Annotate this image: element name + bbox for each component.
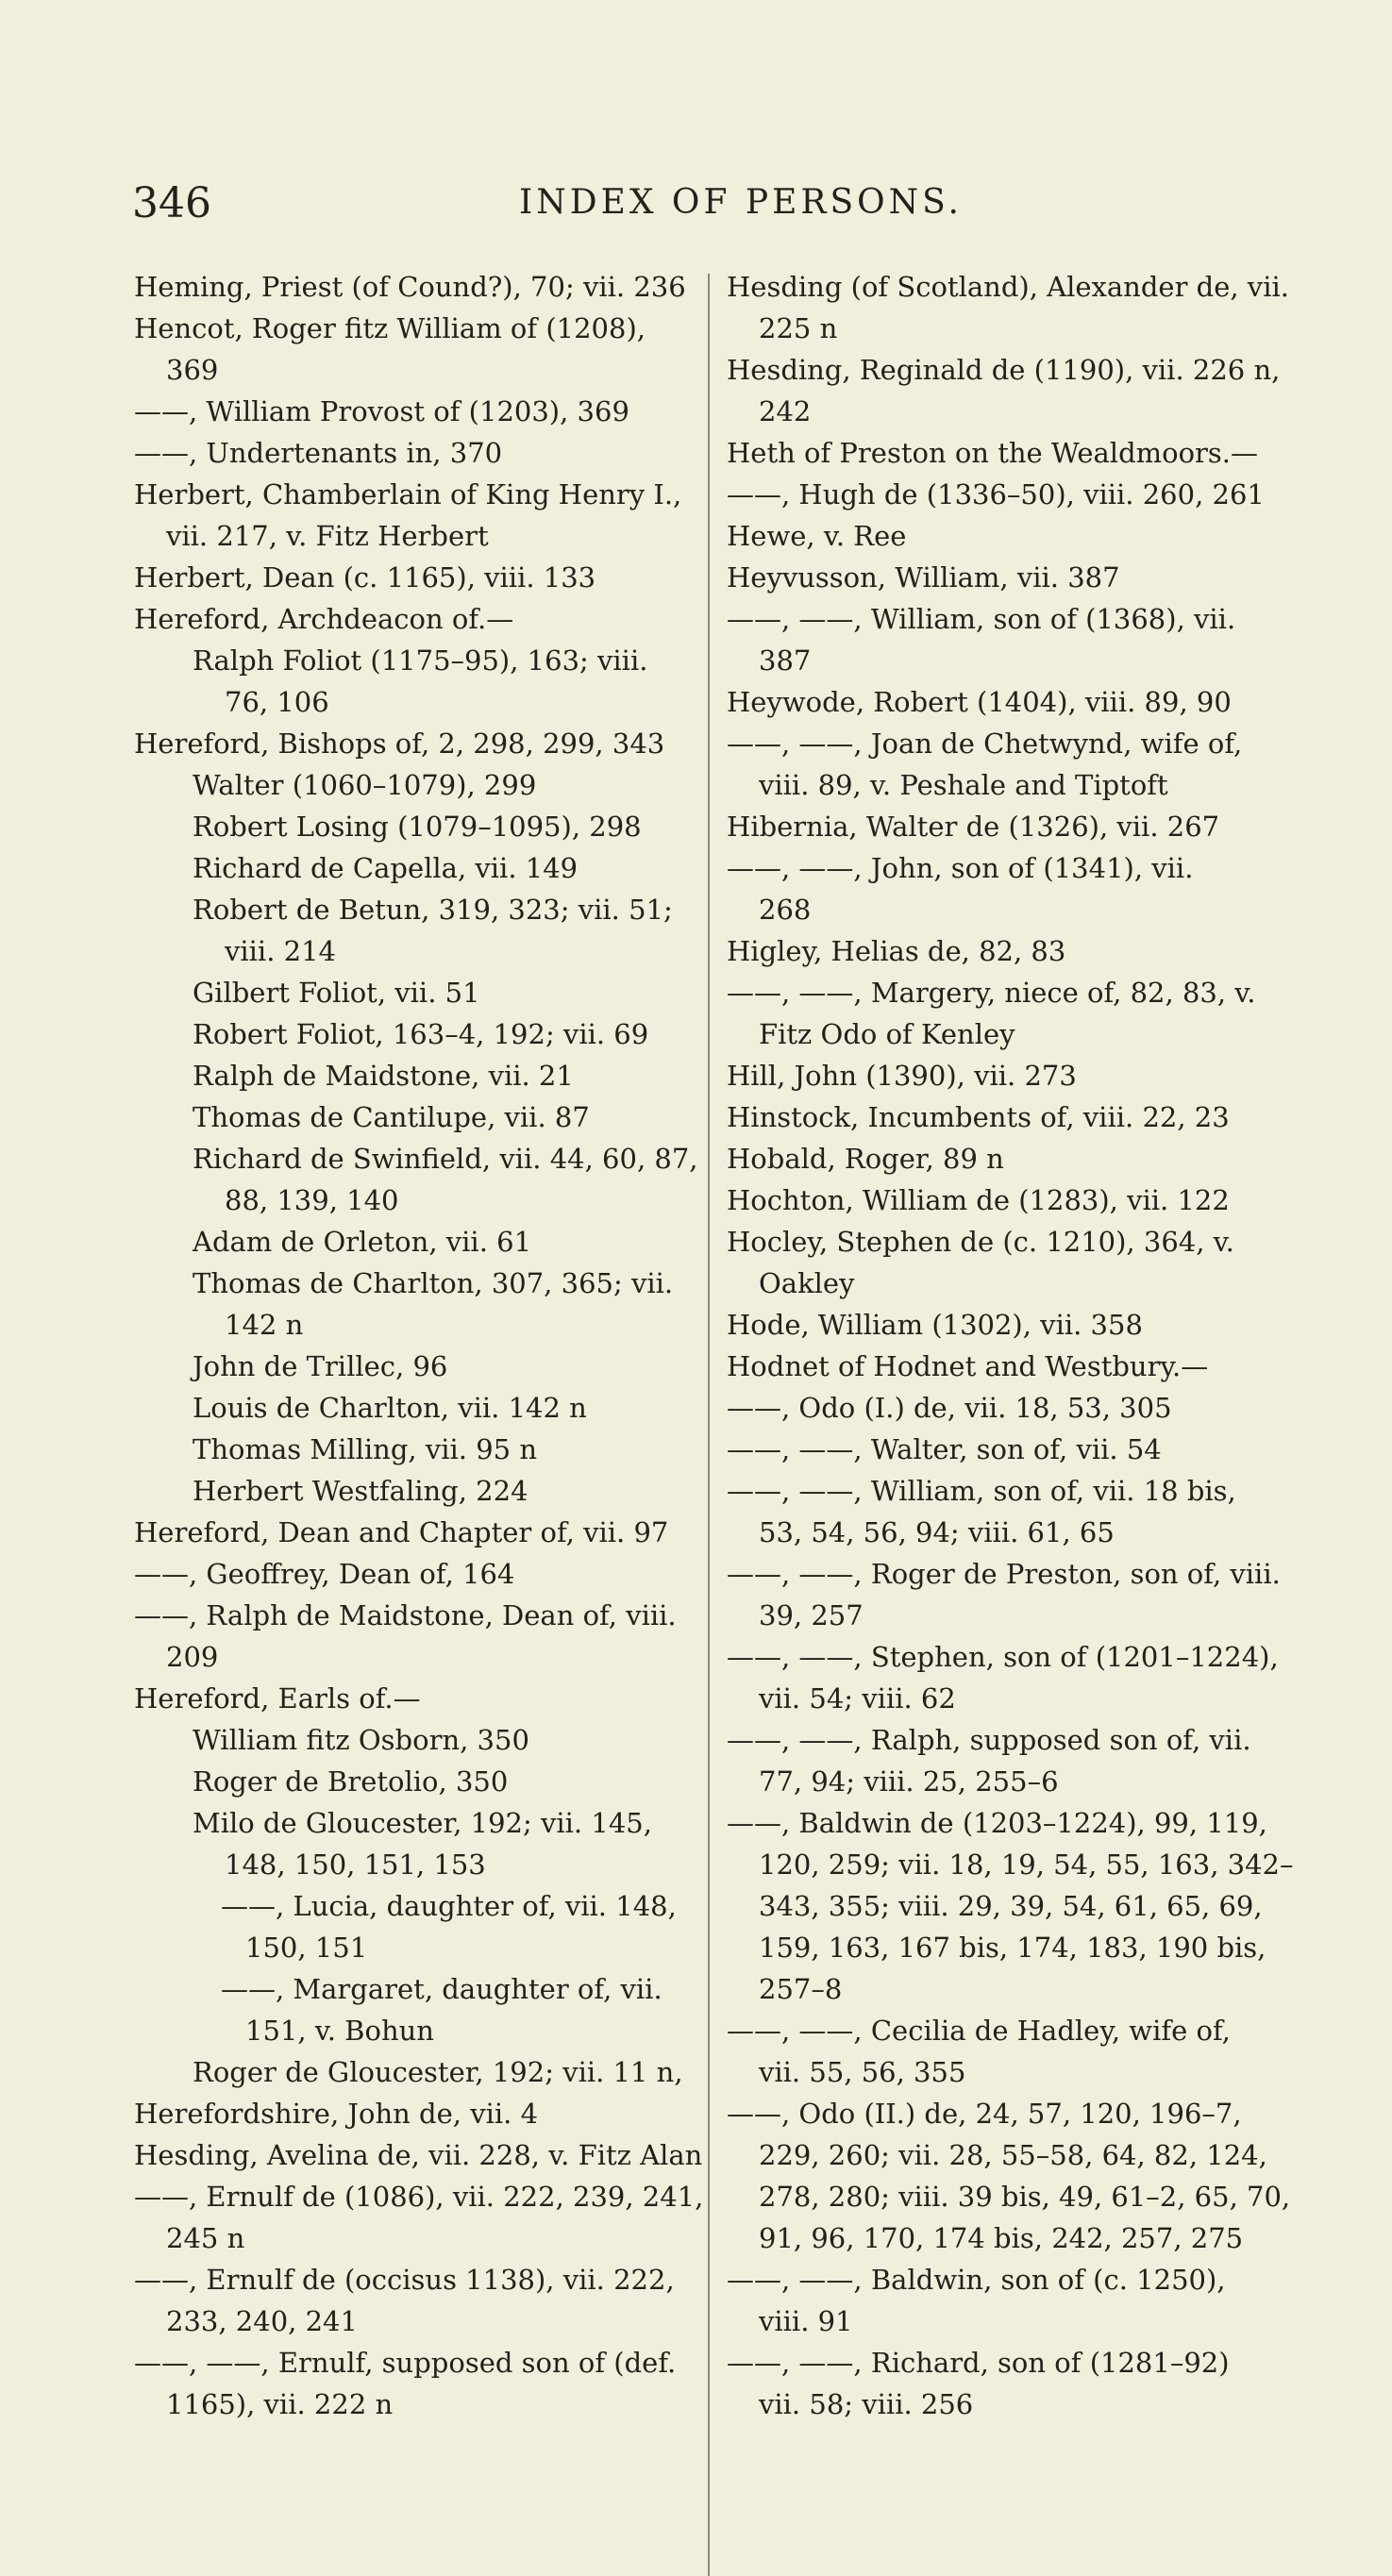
index-entry (134, 2259, 693, 2342)
index-entry (727, 1470, 1293, 1553)
index-entry-line: Heming, Priest (of Cound?), 70; vii. 236 (134, 271, 686, 303)
index-entry-line: Heth of Preston on the Wealdmoors.— (727, 437, 1259, 469)
index-entry-line: ——, Ernulf de (1086), vii. 222, 239, 241, (134, 2181, 704, 2213)
index-entry-line: Ralph de Maidstone, vii. 21 (193, 1060, 574, 1092)
index-entry (134, 1678, 693, 1719)
index-entry (134, 1055, 693, 1096)
index-entry (134, 2093, 693, 2134)
index-entry-line: 278, 280; viii. 39 bis, 49, 61–2, 65, 70, (759, 2181, 1291, 2213)
index-entry-line: vii. 54; viii. 62 (759, 1682, 956, 1715)
index-entry-line: Ralph Foliot (1175–95), 163; viii. (193, 644, 648, 677)
index-entry-line: 245 n (166, 2222, 245, 2254)
index-entry (134, 1761, 693, 1802)
index-entry-line: Hocley, Stephen de (c. 1210), 364, v. (727, 1226, 1234, 1258)
index-entry-line: ——, ——, William, son of, vii. 18 bis, (727, 1475, 1236, 1507)
index-entry-line: ——, Undertenants in, 370 (134, 437, 503, 469)
index-entry (134, 391, 693, 432)
index-entry (134, 1013, 693, 1055)
index-entry (727, 847, 1293, 930)
index-entry-line: ——, William Provost of (1203), 369 (134, 395, 629, 427)
index-entry-line: Herbert, Dean (c. 1165), viii. 133 (134, 561, 596, 594)
index-entry (727, 1096, 1293, 1138)
index-entry-line: vii. 55, 56, 355 (759, 2056, 966, 2088)
index-entry-line: 76, 106 (225, 686, 329, 718)
index-entry (134, 557, 693, 598)
index-entry (134, 1387, 693, 1429)
index-entry (727, 2093, 1293, 2259)
index-entry-line: viii. 91 (759, 2305, 853, 2337)
index-entry-line: Hill, John (1390), vii. 273 (727, 1060, 1077, 1092)
index-entry (727, 1304, 1293, 1346)
index-entry (134, 1096, 693, 1138)
index-entry-line: 159, 163, 167 bis, 174, 183, 190 bis, (759, 1932, 1266, 1964)
index-entry-line: ——, ——, William, son of (1368), vii. (727, 603, 1236, 635)
index-entry-line: 77, 94; viii. 25, 255–6 (759, 1765, 1059, 1798)
index-entry (727, 515, 1293, 557)
index-entry-line: Hochton, William de (1283), vii. 122 (727, 1184, 1230, 1216)
index-entry-line: ——, ——, Ralph, supposed son of, vii. (727, 1724, 1251, 1756)
index-entry (134, 1221, 693, 1263)
index-entry-line: Milo de Gloucester, 192; vii. 145, (193, 1807, 652, 1839)
index-entry-line: Hobald, Roger, 89 n (727, 1143, 1004, 1175)
index-entry (134, 266, 693, 308)
index-entry (727, 1429, 1293, 1470)
index-entry-line: Higley, Helias de, 82, 83 (727, 935, 1066, 967)
index-entry (134, 1429, 693, 1470)
index-entry-line: Hereford, Earls of.— (134, 1682, 421, 1715)
index-entry (134, 1885, 693, 1968)
index-column-right (727, 266, 1293, 2425)
index-entry (727, 1221, 1293, 1304)
index-entry-line: Heywode, Robert (1404), viii. 89, 90 (727, 686, 1232, 718)
index-entry-line: Thomas Milling, vii. 95 n (193, 1433, 538, 1465)
page-number: 346 (132, 179, 211, 227)
index-entry (134, 2176, 704, 2259)
index-entry-line: 387 (759, 644, 812, 677)
index-entry-line: ——, ——, Cecilia de Hadley, wife of, (727, 2015, 1231, 2047)
index-entry-line: 225 n (759, 312, 838, 344)
index-entry-line: ——, ——, Roger de Preston, son of, viii. (727, 1558, 1281, 1590)
index-entry (134, 1263, 693, 1346)
index-entry (134, 1470, 693, 1512)
index-entry-line: 151, v. Bohun (245, 2015, 434, 2047)
index-entry (134, 2051, 693, 2093)
index-entry (134, 764, 693, 806)
index-entry-line: ——, ——, Richard, son of (1281–92) (727, 2347, 1230, 2379)
index-entry-line: Hode, William (1302), vii. 358 (727, 1309, 1143, 1341)
index-entry (727, 1802, 1293, 2010)
index-entry (727, 474, 1293, 515)
index-entry-line: Hewe, v. Ree (727, 520, 907, 552)
index-entry (727, 1636, 1293, 1719)
index-entry (134, 972, 693, 1013)
index-entry-line: viii. 89, v. Peshale and Tiptoft (759, 769, 1168, 801)
index-entry-line: ——, ——, Joan de Chetwynd, wife of, (727, 728, 1243, 760)
index-entry-line: ——, Baldwin de (1203–1224), 99, 119, (727, 1807, 1267, 1839)
index-entry-line: 233, 240, 241 (166, 2305, 358, 2337)
index-entry-line: ——, Ralph de Maidstone, Dean of, viii. (134, 1599, 677, 1631)
index-entry-line: 91, 96, 170, 174 bis, 242, 257, 275 (759, 2222, 1244, 2254)
index-entry (134, 1346, 693, 1387)
index-entry-line: Hereford, Dean and Chapter of, vii. 97 (134, 1516, 669, 1548)
index-entry-line: 39, 257 (759, 1599, 864, 1631)
index-entry (727, 2259, 1293, 2342)
index-entry (727, 598, 1293, 681)
index-entry-line: 120, 259; vii. 18, 19, 54, 55, 163, 342– (759, 1848, 1294, 1881)
index-entry-line: John de Trillec, 96 (193, 1350, 448, 1382)
index-entry (134, 1512, 693, 1553)
index-entry (134, 2342, 693, 2425)
index-entry (134, 308, 693, 391)
column-divider (708, 274, 710, 2576)
index-entry-line: ——, ——, Walter, son of, vii. 54 (727, 1433, 1162, 1465)
index-entry (727, 432, 1293, 474)
index-entry-line: Robert de Betun, 319, 323; vii. 51; (193, 894, 673, 926)
index-entry-line: Hinstock, Incumbents of, viii. 22, 23 (727, 1101, 1230, 1133)
index-entry-line: ——, Lucia, daughter of, vii. 148, (221, 1890, 677, 1922)
index-entry-line: Walter (1060–1079), 299 (193, 769, 537, 801)
index-entry (134, 640, 693, 723)
index-entry-line: 229, 260; vii. 28, 55–58, 64, 82, 124, (759, 2139, 1267, 2171)
index-entry-line: 1165), vii. 222 n (166, 2388, 394, 2420)
index-entry-line: vii. 217, v. Fitz Herbert (166, 520, 489, 552)
index-entry-line: 209 (166, 1641, 219, 1673)
index-entry-line: Herefordshire, John de, vii. 4 (134, 2098, 539, 2130)
index-entry (134, 889, 693, 972)
index-entry (134, 1553, 693, 1595)
index-entry-line: 257–8 (759, 1973, 843, 2005)
index-entry-line: Oakley (759, 1267, 855, 1299)
index-entry-line: ——, Margaret, daughter of, vii. (221, 1973, 662, 2005)
index-entry-line: Adam de Orleton, vii. 61 (193, 1226, 532, 1258)
index-entry (134, 2134, 703, 2176)
index-entry (727, 1179, 1293, 1221)
index-entry (727, 1387, 1293, 1429)
index-entry-line: Gilbert Foliot, vii. 51 (193, 977, 480, 1009)
page-header (132, 179, 1265, 226)
index-entry (134, 1719, 693, 1761)
index-entry (134, 474, 693, 557)
index-entry (727, 1055, 1293, 1096)
index-entry-line: ——, Odo (II.) de, 24, 57, 120, 196–7, (727, 2098, 1242, 2130)
running-title: INDEX OF PERSONS. (519, 183, 963, 222)
index-entry (727, 972, 1293, 1055)
index-entry (727, 1553, 1293, 1636)
index-entry-line: Robert Losing (1079–1095), 298 (193, 811, 642, 843)
index-entry (727, 2010, 1293, 2093)
index-entry-line: Herbert Westfaling, 224 (193, 1475, 528, 1507)
index-entry-line: ——, Odo (I.) de, vii. 18, 53, 305 (727, 1392, 1172, 1424)
index-entry-line: ——, Geoffrey, Dean of, 164 (134, 1558, 515, 1590)
index-entry-line: Hodnet of Hodnet and Westbury.— (727, 1350, 1209, 1382)
index-entry (727, 723, 1293, 806)
index-entry-line: 142 n (225, 1309, 304, 1341)
index-entry-line: ——, ——, Margery, niece of, 82, 83, v. (727, 977, 1256, 1009)
index-entry (134, 598, 693, 640)
index-entry-line: Herbert, Chamberlain of King Henry I., (134, 478, 682, 510)
index-entry-line: 150, 151 (245, 1932, 368, 1964)
index-entry (134, 1802, 693, 1885)
index-entry (727, 349, 1293, 432)
index-entry-line: Roger de Bretolio, 350 (193, 1765, 509, 1798)
index-column-left (134, 266, 704, 2425)
index-entry (727, 1719, 1293, 1802)
index-entry-line: 242 (759, 395, 812, 427)
index-entry-line: vii. 58; viii. 256 (759, 2388, 974, 2420)
index-entry-line: Hesding, Avelina de, vii. 228, v. Fitz Alan (134, 2139, 703, 2171)
index-entry-line: Richard de Swinfield, vii. 44, 60, 87, (193, 1143, 698, 1175)
index-entry-line: 148, 150, 151, 153 (225, 1848, 486, 1881)
index-entry-line: Roger de Gloucester, 192; vii. 11 n, (193, 2056, 683, 2088)
index-entry (134, 1138, 698, 1221)
index-entry-line: ——, Ernulf de (occisus 1138), vii. 222, (134, 2264, 675, 2296)
index-entry-line: Hesding (of Scotland), Alexander de, vii. (727, 271, 1289, 303)
index-entry (727, 1138, 1293, 1179)
index-entry-line: Louis de Charlton, vii. 142 n (193, 1392, 587, 1424)
index-entry (134, 806, 693, 847)
index-entry-line: Robert Foliot, 163–4, 192; vii. 69 (193, 1018, 649, 1050)
index-entry-line: ——, Hugh de (1336–50), viii. 260, 261 (727, 478, 1265, 510)
index-entry-line: 369 (166, 354, 219, 386)
index-entry-line: Fitz Odo of Kenley (759, 1018, 1015, 1050)
index-entry-line: viii. 214 (225, 935, 336, 967)
index-entry-line: ——, ——, Stephen, son of (1201–1224), (727, 1641, 1279, 1673)
index-entry-line: 88, 139, 140 (225, 1184, 399, 1216)
index-entry-line: 343, 355; viii. 29, 39, 54, 61, 65, 69, (759, 1890, 1263, 1922)
index-entry (727, 930, 1293, 972)
index-entry-line: Thomas de Cantilupe, vii. 87 (193, 1101, 590, 1133)
index-entry (134, 1595, 693, 1678)
index-entry-line: ——, ——, John, son of (1341), vii. (727, 852, 1194, 884)
index-entry (134, 847, 693, 889)
index-entry (727, 2342, 1293, 2425)
index-entry (727, 557, 1293, 598)
index-entry (134, 723, 693, 764)
index-entry (727, 681, 1293, 723)
index-entry (727, 806, 1293, 847)
index-entry-line: 53, 54, 56, 94; viii. 61, 65 (759, 1516, 1115, 1548)
index-entry-line: 268 (759, 894, 812, 926)
index-entry-line: Hereford, Bishops of, 2, 298, 299, 343 (134, 728, 665, 760)
index-entry-line: Hencot, Roger fitz William of (1208), (134, 312, 646, 344)
index-entry-line: Heyvusson, William, vii. 387 (727, 561, 1120, 594)
index-entry-line: William fitz Osborn, 350 (193, 1724, 529, 1756)
index-entry (727, 266, 1293, 349)
index-entry-line: Hereford, Archdeacon of.— (134, 603, 514, 635)
index-entry (134, 432, 693, 474)
index-entry-line: ——, ——, Ernulf, supposed son of (def. (134, 2347, 677, 2379)
index-entry-line: Thomas de Charlton, 307, 365; vii. (193, 1267, 674, 1299)
index-entry-line: ——, ——, Baldwin, son of (c. 1250), (727, 2264, 1226, 2296)
index-entry (134, 1968, 693, 2051)
index-entry-line: Hesding, Reginald de (1190), vii. 226 n, (727, 354, 1281, 386)
index-entry-line: Hibernia, Walter de (1326), vii. 267 (727, 811, 1220, 843)
index-entry-line: Richard de Capella, vii. 149 (193, 852, 579, 884)
index-entry (727, 1346, 1293, 1387)
